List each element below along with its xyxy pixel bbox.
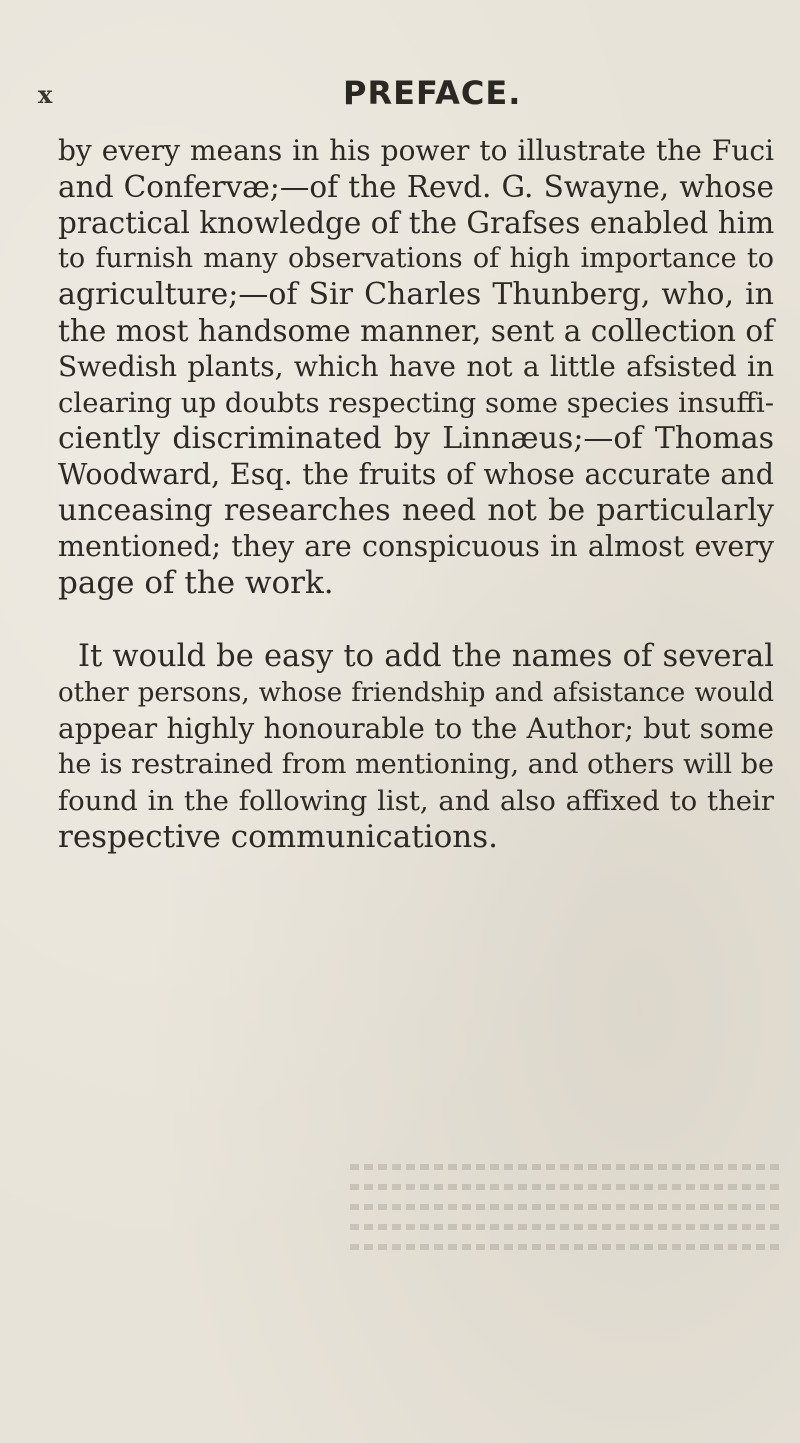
text-line: he is restrained from mentioning, and others will be bbox=[58, 749, 774, 780]
text-line: It would be easy to add the names of several bbox=[78, 639, 774, 674]
running-head: PREFACE. bbox=[343, 74, 522, 112]
text-line: agriculture;—of Sir Charles Thunberg, who, in bbox=[58, 277, 774, 312]
text-line: clearing up doubts respecting some species insuffi- bbox=[58, 387, 775, 419]
text-line: practical knowledge of the Grafses enabled him bbox=[58, 206, 775, 240]
body-text bbox=[58, 133, 774, 855]
text-line: other persons, whose friendship and afsistance would bbox=[58, 678, 774, 708]
text-line: found in the following list, and also affixed to their bbox=[58, 785, 774, 817]
text-line: the most handsome manner, sent a collection of bbox=[58, 314, 774, 348]
text-line: respective communications. bbox=[58, 819, 498, 855]
text-line: Swedish plants, which have not a little afsisted in bbox=[58, 350, 774, 383]
text-line: appear highly honourable to the Author; but some bbox=[58, 712, 774, 745]
paragraph bbox=[58, 639, 774, 855]
text-line: by every means in his power to illustrate the Fuci bbox=[58, 134, 774, 167]
text-line: and Confervæ;—of the Revd. G. Swayne, whose bbox=[58, 170, 774, 204]
page-number: x bbox=[38, 80, 53, 109]
show-through-texture bbox=[350, 1150, 780, 1310]
text-line: to furnish many observations of high importance to bbox=[58, 243, 774, 274]
text-line: page of the work. bbox=[58, 565, 334, 601]
text-line: Woodward, Esq. the fruits of whose accurate and bbox=[58, 458, 774, 491]
page-header bbox=[0, 74, 800, 114]
text-line: mentioned; they are conspicuous in almost every bbox=[58, 530, 774, 563]
text-line: unceasing researches need not be particularly bbox=[58, 493, 774, 528]
paragraph bbox=[58, 133, 774, 601]
text-line: ciently discriminated by Linnæus;—of Thomas bbox=[58, 421, 774, 456]
